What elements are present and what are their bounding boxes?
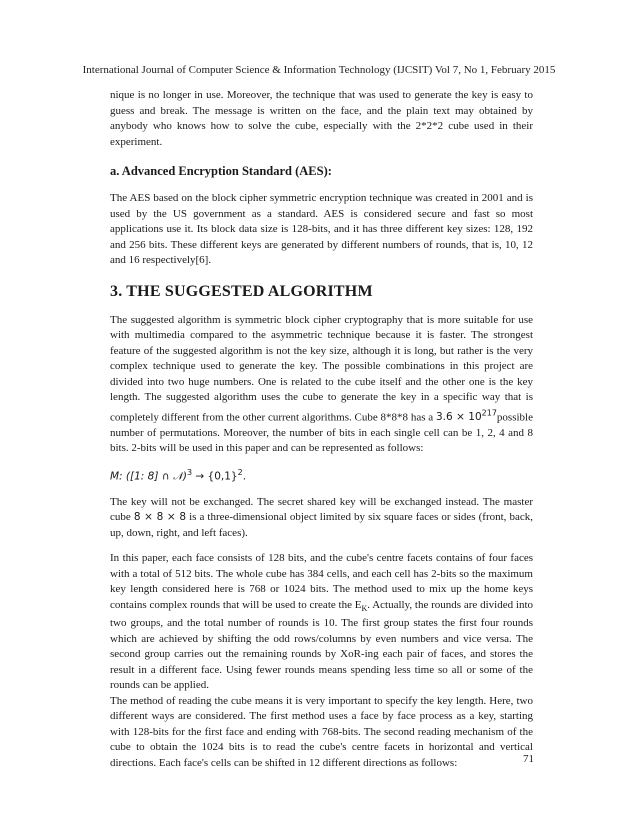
suggested-text-before: The suggested algorithm is symmetric block cipher cryptography that is more suitable for use with multimedia compared to the asymmetric technique because it is faster. The strongest feature of the suggested algorithm is not the key size, although it is long, but rather is the very complex technique used to generate the key. The possible combinations in this project are divided into two huge numbers. One is related to the cube itself and the other one is the key length. The suggested algorithm uses the cube to generate the key in a specific way that is completely different from the other current algorithms. Cube 8*8*8 has a	[110, 313, 533, 423]
page-number: 71	[523, 753, 534, 765]
permutation-count: $3.6 \times 10^{217}$	[436, 408, 497, 423]
paragraph-intro: nique is no longer in use. Moreover, the technique that was used to generate the key is easy to guess and break. The message is written on the face, and the plain text may obtained by anybody who knows how to solve the cube, especially with the 2*2*2 cube used in their experiment.	[110, 89, 533, 148]
section-title: 3. THE SUGGESTED ALGORITHM	[110, 282, 373, 300]
cube-dimensions: 8 × 8 × 8	[133, 511, 187, 523]
formula-mapping: M: ([1: 8] ∩ 𝒩)$^3$ → $\{0,1\}^2$.	[110, 467, 247, 482]
suggested-text-after: possible number of permutations. Moreover, the number of bits in each single cell can be 1, 2, 4 and 8 bits. 2-bits will be used in this paper and can be represented as follows:	[110, 411, 533, 454]
page-body	[110, 88, 533, 771]
paragraph-reading-method: The method of reading the cube means it is very important to specify the key length. Here, two different ways are considered. The first method uses a face by face process as a key, starting with 128-bits for the first face and ending with 768-bits. The second reading mechanism of the cube to obtain the 1024 bits is to read the cube's centre facets in horizontal and vertical directions. Each face's cells can be shifted in 12 different directions as follows:	[110, 694, 533, 769]
journal-header: International Journal of Computer Science & Information Technology (IJCSIT) Vol 7, No 1, February 2015	[82, 64, 556, 76]
paragraph-suggested-algorithm	[110, 313, 533, 457]
key-subscript: K	[361, 603, 368, 613]
paragraph-key-exchange: The key will not be exchanged. The secret shared key will be exchanged instead. The master cube 8 × 8 × 8 is a three-dimensional object limited by six square faces or sides (front, back, up, down, right, and left faces).	[110, 495, 533, 539]
paragraph-aes: The AES based on the block cipher symmetric encryption technique was created in 2001 and is used by the US government as a standard. AES is considered secure and fast so most applications use it. Its block data size is 128-bits, and it has three different key sizes: 128, 192 and 256 bits. These different keys are generated by different numbers of rounds, that is, 10, 12 and 16 respectively[6].	[110, 192, 533, 266]
permutation-exponent: 217	[481, 408, 497, 418]
subsection-title-aes: a. Advanced Encryption Standard (AES):	[110, 164, 332, 178]
paragraph-faces: In this paper, each face consists of 128 bits, and the cube's centre facets contains of four faces with a total of 512 bits. The whole cube has 384 cells, and each cell has 2-bits so the maximum key length considered here is 768 or 1024 bits. The method used to mix up the home keys contains complex rounds that will be used to create the $E_K$. Actually, the rounds are divided into two groups, and the total number of rounds is 10. The first group states the first four rounds which are achieved by shifting the odd rows/columns by even numbers and vice versa. The second group carries out the remaining rounds by XoR-ing each pair of faces, and stores the result in a different face. Using fewer rounds means spending less time so all or some of the rounds can be applied.	[110, 552, 533, 692]
